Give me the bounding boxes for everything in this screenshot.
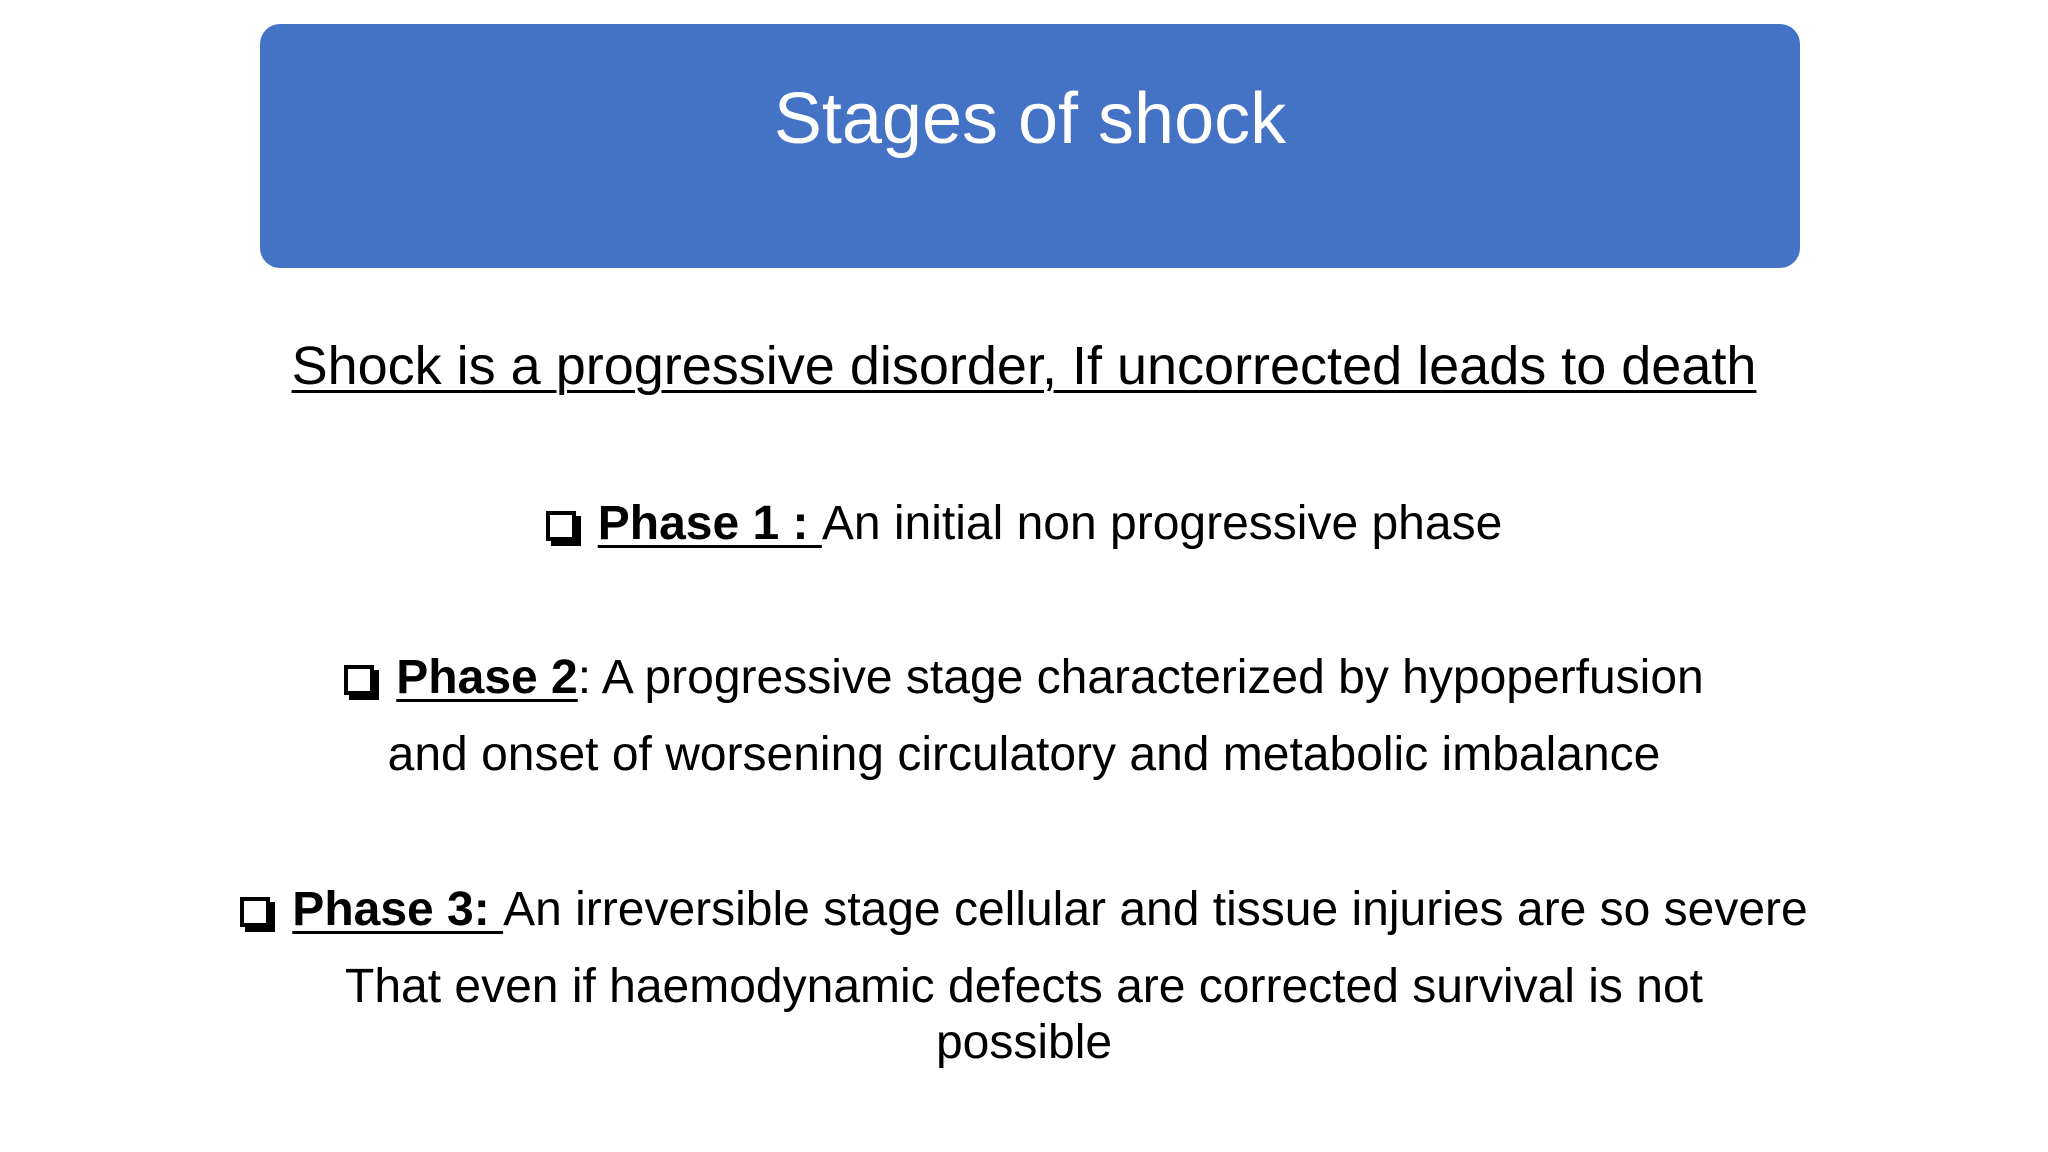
phase-3-continuation-2: possible [935, 1016, 1113, 1069]
slide-subtitle: Shock is a progressive disorder, If uncorrected leads to death [291, 336, 1757, 396]
phase-1-text: An initial non progressive phase [821, 497, 1503, 550]
phase-2-continuation: and onset of worsening circulatory and metabolic imbalance [387, 728, 1661, 781]
checkbox-bullet-icon [240, 897, 270, 927]
phase-2-label: Phase 2 [396, 651, 578, 704]
checkbox-bullet-icon [344, 665, 374, 695]
phase-2-line [0, 650, 2048, 706]
phase-3-line [0, 882, 2048, 938]
phase-2-text: : A progressive stage characterized by hypoperfusion [577, 651, 1704, 704]
phase-3-text: An irreversible stage cellular and tissue injuries are so severe [503, 883, 1808, 936]
phase-3-label: Phase 3: [292, 883, 504, 936]
phase-3-continuation-1: That even if haemodynamic defects are corrected survival is not [345, 960, 1703, 1013]
phase-1-line [0, 496, 2048, 552]
slide-title: Stages of shock [773, 79, 1287, 159]
phase-1-label: Phase 1 : [597, 497, 822, 550]
title-banner [260, 24, 1800, 268]
checkbox-bullet-icon [546, 511, 576, 541]
